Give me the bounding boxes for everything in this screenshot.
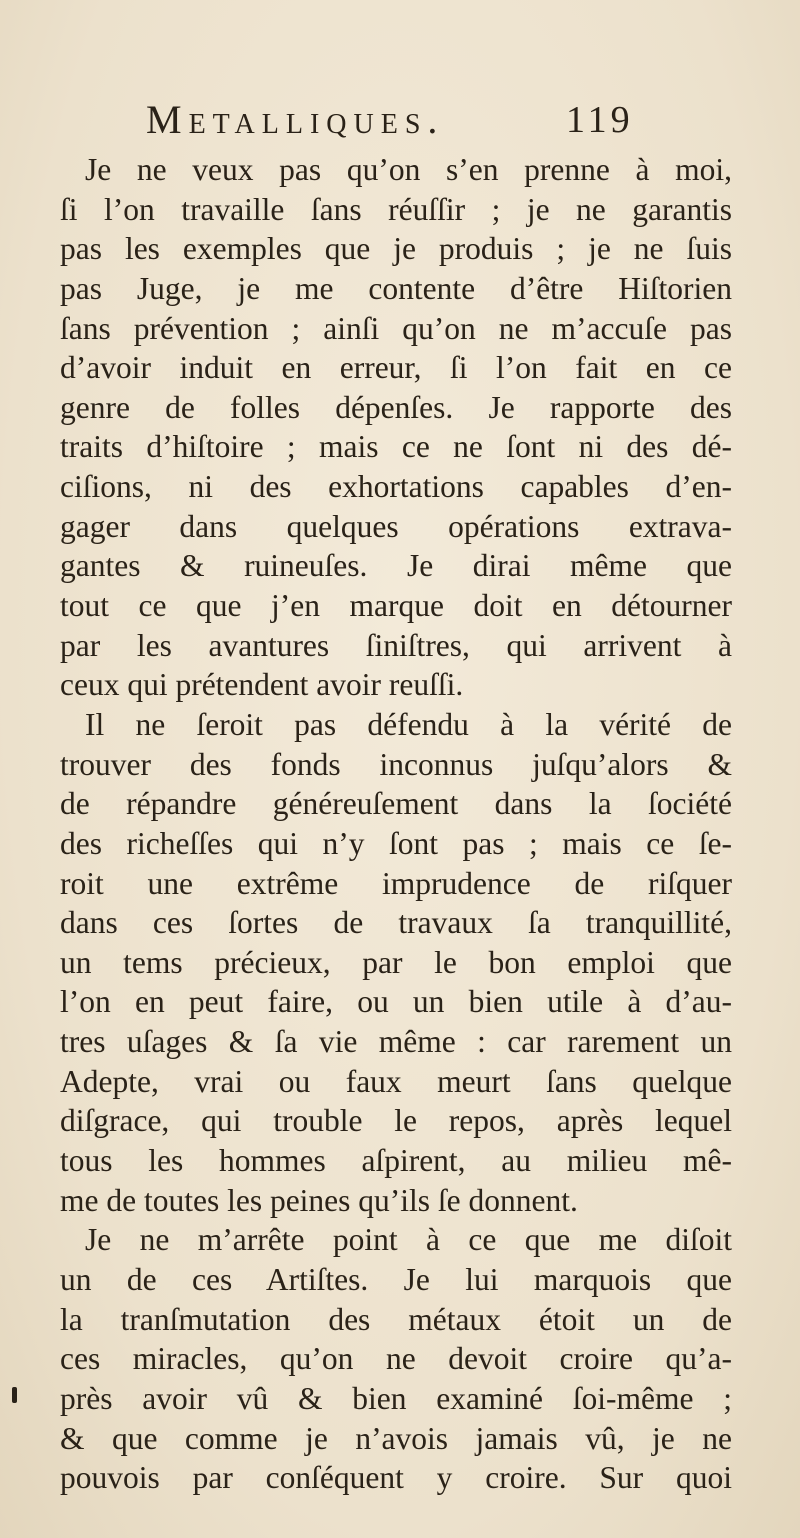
text-line: me de toutes les peines qu’ils ſe donnent. xyxy=(60,1182,578,1218)
text-line: tres uſages & ſa vie même : car rarement un xyxy=(60,1024,732,1060)
text-line: par les avantures ſiniſtres, qui arrivent à xyxy=(60,627,732,663)
text-line: gager dans quelques opérations extrava- xyxy=(60,508,732,544)
body-text xyxy=(60,150,732,1498)
text-line: d’avoir induit en erreur, ſi l’on fait en ce xyxy=(60,350,732,386)
text-line: pouvois par conſéquent y croire. Sur quoi xyxy=(60,1460,732,1496)
text-line: l’on en peut faire, ou un bien utile à d’au- xyxy=(60,984,732,1020)
text-line: genre de folles dépenſes. Je rapporte des xyxy=(60,389,732,425)
text-line: Adepte, vrai ou faux meurt ſans quelque xyxy=(60,1063,732,1099)
text-line: dans ces ſortes de travaux ſa tranquillité, xyxy=(60,905,732,941)
text-line: diſgrace, qui trouble le repos, après lequel xyxy=(60,1103,732,1139)
text-line: ſi l’on travaille ſans réuſſir ; je ne garantis xyxy=(60,191,732,227)
text-line: un de ces Artiſtes. Je lui marquois que xyxy=(60,1261,732,1297)
text-line: près avoir vû & bien examiné ſoi-même ; xyxy=(60,1380,732,1416)
text-line: ces miracles, qu’on ne devoit croire qu’a- xyxy=(60,1341,732,1377)
text-line: tous les hommes aſpirent, au milieu mê- xyxy=(60,1143,732,1179)
text-line: Je ne veux pas qu’on s’en prenne à moi, xyxy=(85,152,732,187)
text-line: des richeſſes qui n’y ſont pas ; mais ce ſe- xyxy=(60,825,732,861)
page-number: 119 xyxy=(566,99,634,141)
text-line: de répandre généreuſement dans la ſociété xyxy=(60,786,732,822)
text-line: pas Juge, je me contente d’être Hiſtorien xyxy=(60,270,732,306)
text-line: la tranſmutation des métaux étoit un de xyxy=(60,1301,732,1337)
text-line: roit une extrême imprudence de riſquer xyxy=(60,865,732,901)
running-head: Metalliques. xyxy=(146,97,445,142)
text-line: trouver des fonds inconnus juſqu’alors & xyxy=(60,746,732,782)
text-line: Il ne ſeroit pas défendu à la vérité de xyxy=(85,706,732,742)
text-line: pas les exemples que je produis ; je ne ſuis xyxy=(60,231,732,267)
text-line: tout ce que j’en marque doit en détourner xyxy=(60,588,732,624)
text-line: ceux qui prétendent avoir reuſſi. xyxy=(60,667,464,703)
text-line: Je ne m’arrête point à ce que me diſoit xyxy=(85,1222,732,1258)
text-line: & que comme je n’avois jamais vû, je ne xyxy=(60,1420,732,1456)
text-line: un tems précieux, par le bon emploi que xyxy=(60,944,732,980)
page-header xyxy=(146,96,646,148)
text-line: ciſions, ni des exhortations capables d’en- xyxy=(60,469,732,505)
text-line: gantes & ruineuſes. Je dirai même que xyxy=(60,548,732,584)
ink-mark xyxy=(12,1387,17,1403)
text-line: traits d’hiſtoire ; mais ce ne ſont ni des dé- xyxy=(60,429,732,465)
text-line: ſans prévention ; ainſi qu’on ne m’accuſe pas xyxy=(60,310,732,346)
